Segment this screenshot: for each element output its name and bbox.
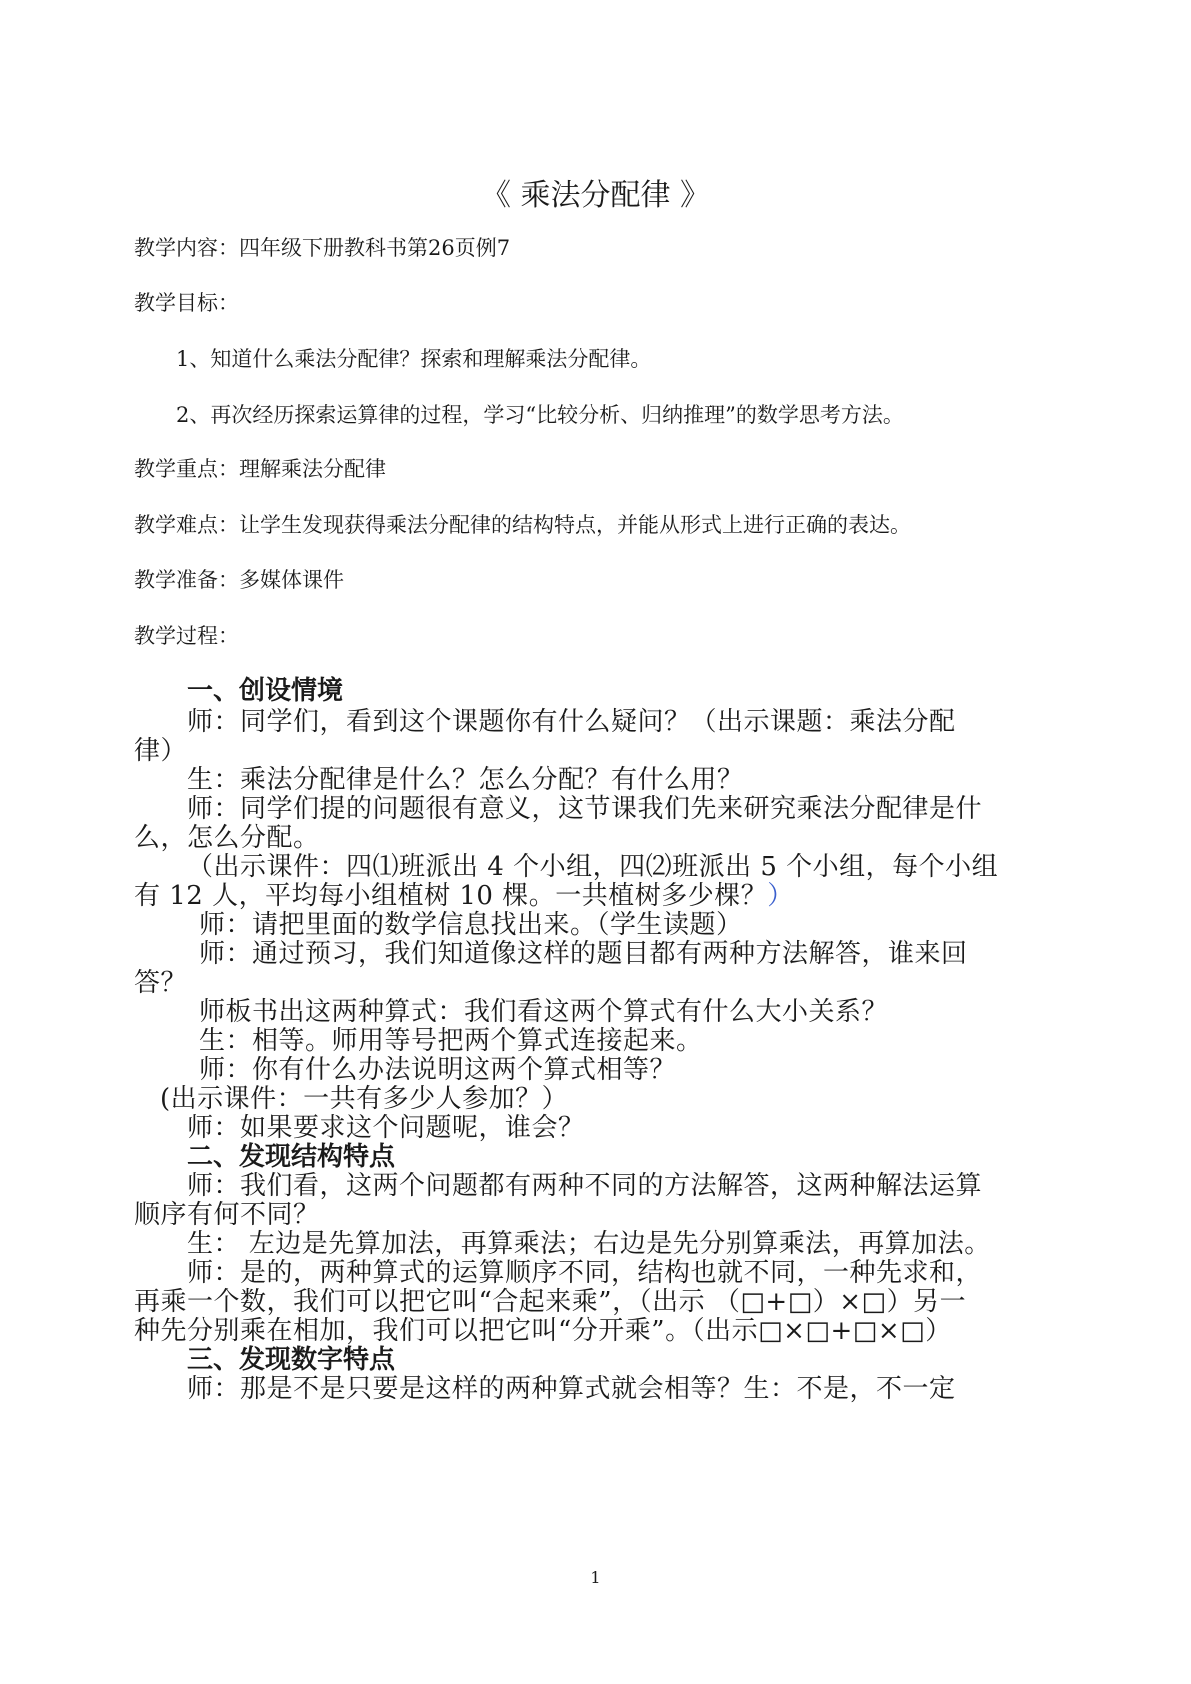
paragraph-line: 师板书出这两种算式：我们看这两个算式有什么大小关系？: [199, 997, 889, 1027]
process-label: 教学过程：: [134, 624, 239, 648]
paragraph-line: 师：那是不是只要是这样的两种算式就会相等？生：不是，不一定: [187, 1374, 956, 1404]
page-number: 1: [590, 1568, 601, 1587]
paragraph-line: 答？: [134, 968, 188, 998]
paragraph-line: 种先分别乘在相加，我们可以把它叫“分开乘”。（出示□×□+□×□）: [134, 1316, 952, 1346]
paragraph-line: 生：乘法分配律是什么？怎么分配？有什么用？: [187, 765, 744, 795]
paragraph-line: 师：是的，两种算式的运算顺序不同，结构也就不同，一种先求和，: [187, 1258, 983, 1288]
paragraph-line: 生：相等。师用等号把两个算式连接起来。: [199, 1026, 703, 1056]
paragraph-line: 师：如果要求这个问题呢，谁会？: [187, 1113, 585, 1143]
goal-1: 1、知道什么乘法分配律？探索和理解乘法分配律。: [176, 347, 652, 371]
paragraph-line: 再乘一个数，我们可以把它叫“合起来乘”，（出示 （□+□）×□）另一: [134, 1287, 967, 1317]
paragraph-line: （出示课件：四⑴班派出 4 个小组，四⑵班派出 5 个小组，每个小组: [187, 852, 999, 882]
page-title: 《 乘法分配律 》: [480, 178, 711, 213]
paragraph-line: 生： 左边是先算加法，再算乘法；右边是先分别算乘法，再算加法。: [187, 1229, 991, 1259]
paragraph-line: 师：通过预习，我们知道像这样的题目都有两种方法解答，谁来回: [199, 939, 968, 969]
section-heading-1: 一、创设情境: [187, 676, 344, 706]
preparation: 教学准备：多媒体课件: [134, 568, 344, 592]
paragraph-line: 师：我们看，这两个问题都有两种不同的方法解答，这两种解法运算: [187, 1171, 983, 1201]
paragraph-text: 有 12 人，平均每小组植树 10 棵。一共植树多少棵？: [134, 881, 768, 911]
section-heading-2: 二、发现结构特点: [187, 1142, 396, 1172]
closing-paren: ）: [767, 881, 794, 911]
paragraph-line: 师：请把里面的数学信息找出来。（学生读题）: [199, 910, 743, 940]
key-point: 教学重点：理解乘法分配律: [134, 457, 386, 481]
paragraph-line: 律）: [134, 736, 188, 766]
difficulty: 教学难点：让学生发现获得乘法分配律的结构特点，并能从形式上进行正确的表达。: [134, 513, 911, 537]
teaching-content: 教学内容：四年级下册教科书第26页例7: [134, 236, 511, 260]
teaching-goals-label: 教学目标：: [134, 291, 239, 315]
paragraph-line: 么，怎么分配。: [134, 823, 320, 853]
paragraph-line: 师：同学们，看到这个课题你有什么疑问？（出示课题：乘法分配: [187, 707, 956, 737]
paragraph-line: 顺序有何不同？: [134, 1200, 320, 1230]
paragraph-line: 师：同学们提的问题很有意义，这节课我们先来研究乘法分配律是什: [187, 794, 983, 824]
section-heading-3: 三、发现数字特点: [187, 1345, 396, 1375]
paragraph-line: 师：你有什么办法说明这两个算式相等？: [199, 1055, 677, 1085]
paragraph-line: (出示课件：一共有多少人参加？）: [160, 1084, 569, 1114]
goal-2: 2、再次经历探索运算律的过程，学习“比较分析、归纳推理”的数学思考方法。: [176, 403, 904, 427]
